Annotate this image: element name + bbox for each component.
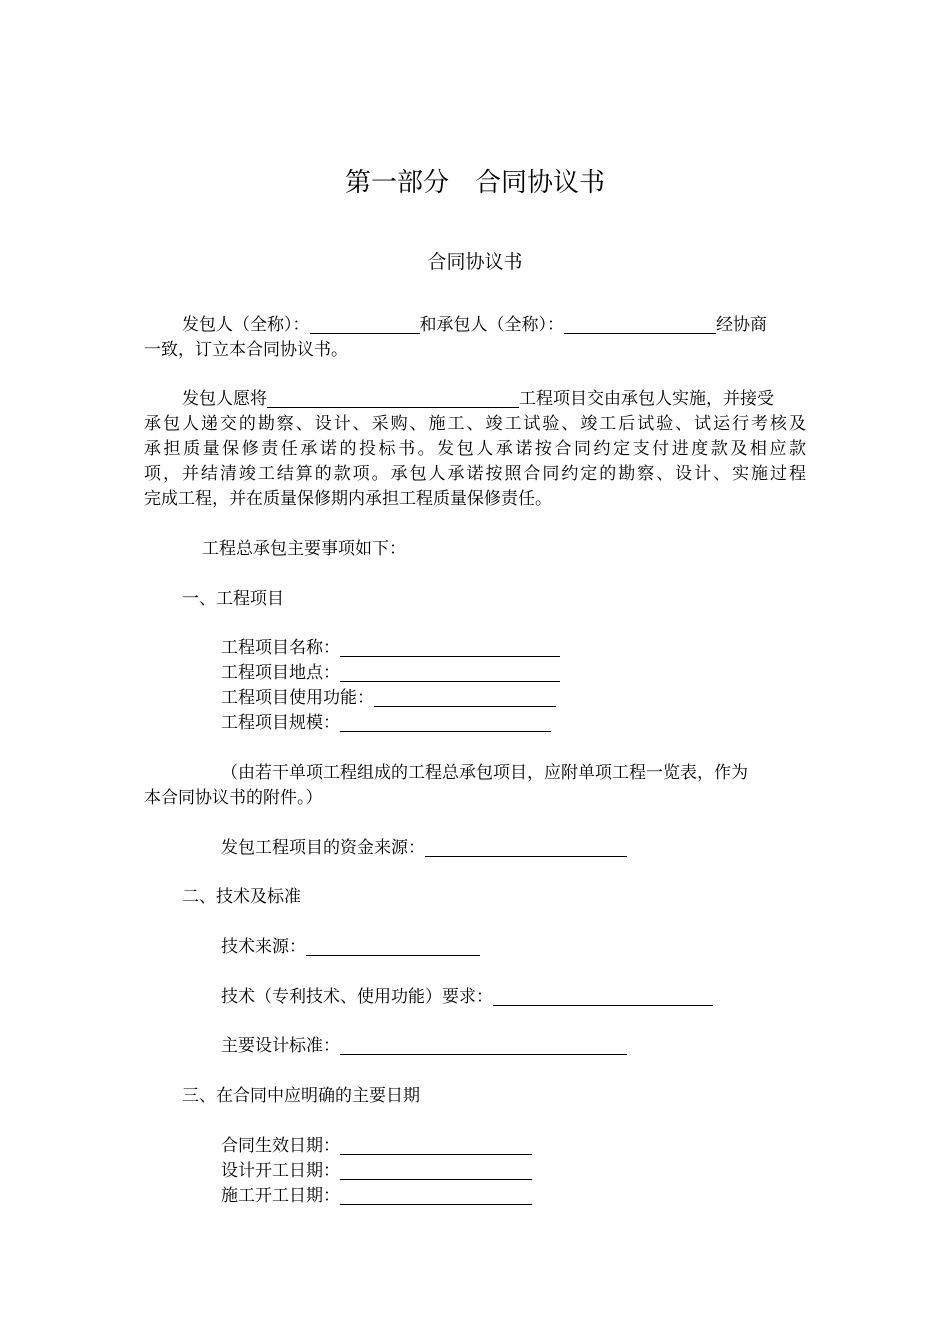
construction-start-label: 施工开工日期： xyxy=(221,1186,340,1206)
note-line-2: 本合同协议书的附件。） xyxy=(144,788,323,808)
effective-date-field[interactable] xyxy=(340,1137,532,1155)
section-2-heading: 二、技术及标准 xyxy=(182,887,301,907)
effective-date-label: 合同生效日期： xyxy=(221,1136,340,1156)
fund-source-label: 发包工程项目的资金来源： xyxy=(221,838,425,858)
scope-line-5: 完成工程，并在质量保修期内承担工程质量保修责任。 xyxy=(144,489,552,509)
scope-line-3: 承担质量保修责任承诺的投标书。发包人承诺按合同约定支付进度款及相应款 xyxy=(144,439,806,459)
design-start-field[interactable] xyxy=(340,1162,532,1180)
consult-text: 经协商 xyxy=(716,315,767,335)
project-place-field[interactable] xyxy=(340,664,560,682)
project-place-row xyxy=(221,661,560,685)
design-std-field[interactable] xyxy=(340,1037,627,1055)
fund-source-field[interactable] xyxy=(425,839,627,857)
tech-source-row xyxy=(221,935,480,959)
design-std-row xyxy=(221,1034,627,1058)
project-name-field[interactable] xyxy=(340,639,560,657)
project-name-label: 工程项目名称： xyxy=(221,638,340,658)
scope-prefix: 发包人愿将 xyxy=(182,389,267,409)
design-std-label: 主要设计标准： xyxy=(221,1036,340,1056)
scope-line-2: 承包人递交的勘察、设计、采购、施工、竣工试验、竣工后试验、试运行考核及 xyxy=(144,414,806,434)
project-scale-row xyxy=(221,711,551,735)
parties-line xyxy=(182,313,767,337)
scope-line-4: 项，并结清竣工结算的款项。承包人承诺按照合同约定的勘察、设计、实施过程 xyxy=(144,464,806,484)
tech-req-row xyxy=(221,985,713,1009)
project-scale-field[interactable] xyxy=(340,714,551,732)
section-1-heading: 一、工程项目 xyxy=(182,589,284,609)
fund-source-row xyxy=(221,836,627,860)
note-line-1: （由若干单项工程组成的工程总承包项目，应附单项工程一览表，作为 xyxy=(221,763,748,783)
employer-name-field[interactable] xyxy=(310,316,420,334)
tech-source-label: 技术来源： xyxy=(221,937,306,957)
intro-text: 工程总承包主要事项如下： xyxy=(202,539,406,559)
document-title: 第一部分 合同协议书 xyxy=(344,168,605,198)
contractor-label: 和承包人（全称）： xyxy=(419,315,564,335)
project-function-field[interactable] xyxy=(374,689,556,707)
project-name-row xyxy=(221,636,560,660)
document-subtitle: 合同协议书 xyxy=(427,251,523,273)
employer-label: 发包人（全称）： xyxy=(182,315,310,335)
construction-start-row xyxy=(221,1184,532,1208)
parties-line-2: 一致，订立本合同协议书。 xyxy=(144,340,348,360)
design-start-label: 设计开工日期： xyxy=(221,1161,340,1181)
design-start-row xyxy=(221,1159,532,1183)
scope-suffix: 工程项目交由承包人实施，并接受 xyxy=(519,389,774,409)
effective-date-row xyxy=(221,1134,532,1158)
project-place-label: 工程项目地点： xyxy=(221,663,340,683)
contractor-name-field[interactable] xyxy=(564,316,716,334)
project-function-label: 工程项目使用功能： xyxy=(221,688,374,708)
project-scale-label: 工程项目规模： xyxy=(221,713,340,733)
project-function-row xyxy=(221,686,556,710)
section-3-heading: 三、在合同中应明确的主要日期 xyxy=(182,1086,420,1106)
tech-source-field[interactable] xyxy=(306,938,480,956)
tech-req-field[interactable] xyxy=(493,988,713,1006)
scope-line-1 xyxy=(182,387,774,411)
project-field[interactable] xyxy=(267,390,519,408)
tech-req-label: 技术（专利技术、使用功能）要求： xyxy=(221,987,493,1007)
construction-start-field[interactable] xyxy=(340,1187,532,1205)
